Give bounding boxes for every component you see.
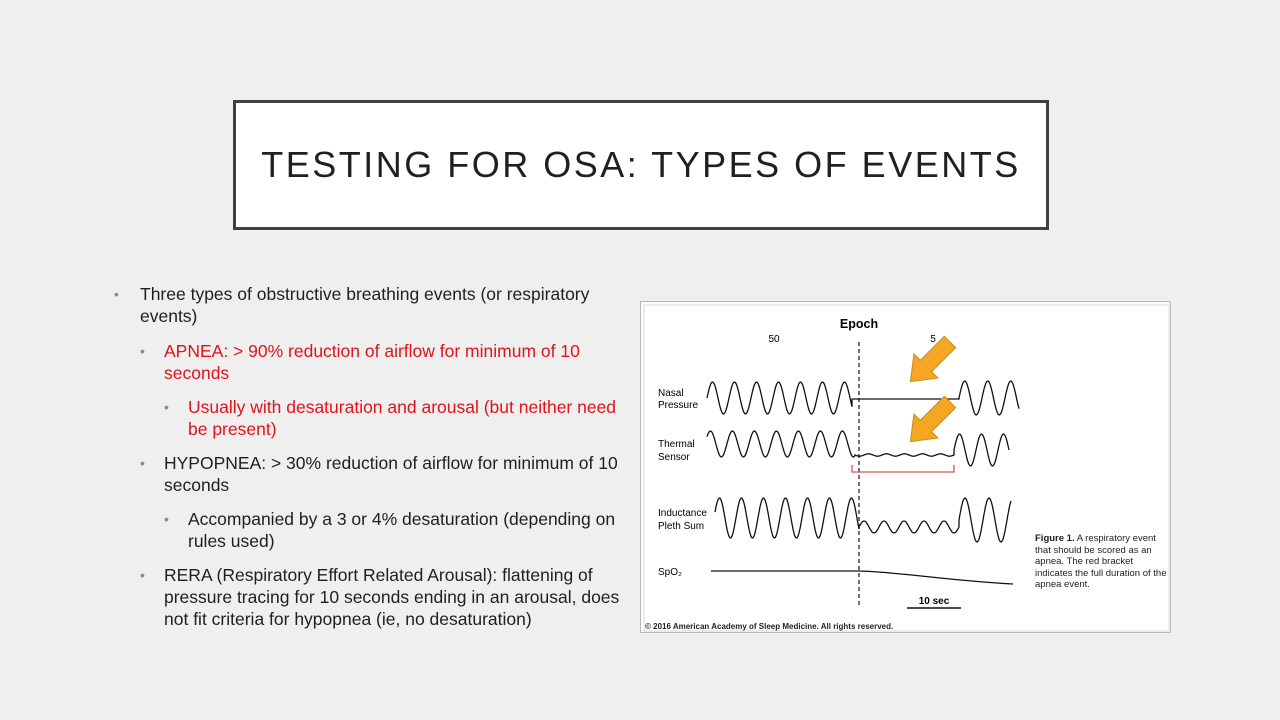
bullet-dot-icon: •	[140, 343, 145, 359]
label-induct-2: Pleth Sum	[658, 521, 705, 532]
nasal-pressure-waveform	[707, 381, 1019, 415]
label-thermal-2: Sensor	[658, 452, 690, 463]
epoch-number-partial: 5	[930, 334, 936, 345]
caption-label: Figure 1.	[1035, 533, 1075, 544]
label-nasal-2: Pressure	[658, 400, 699, 411]
bullet-dot-icon: •	[164, 399, 169, 415]
label-thermal-1: Thermal	[658, 439, 695, 450]
bullet-hypopnea: • HYPOPNEA: > 30% reduction of airflow for minimum of 10 seconds	[140, 453, 618, 495]
thermal-sensor-waveform	[707, 431, 1009, 466]
title-box	[233, 100, 1049, 230]
bullet-hypopnea-sub: • Accompanied by a 3 or 4% desaturation (depending on rules used)	[164, 509, 616, 551]
bullet-apnea-sub: • Usually with desaturation and arousal (but neither need be present)	[164, 397, 617, 439]
slide-title: TESTING FOR OSA: TYPES OF EVENTS	[261, 144, 1021, 185]
figure-caption	[1035, 533, 1171, 591]
bullet-dot-icon: •	[114, 286, 119, 302]
scale-label: 10 sec	[918, 596, 950, 607]
bullet-rera: • RERA (Respiratory Effort Related Arousal): flattening of pressure tracing for 10 seconds ending in an arousal, does not fit criteria for hypopnea (ie, no desaturation)	[140, 565, 620, 629]
label-induct-1: Inductance	[658, 508, 707, 519]
bullet-list	[112, 283, 622, 630]
label-nasal-1: Nasal	[658, 388, 684, 399]
epoch-label: Epoch	[839, 317, 879, 331]
spo2-waveform	[711, 571, 1013, 584]
inductance-waveform	[715, 498, 1011, 542]
epoch-number: 50	[768, 334, 780, 345]
bullet-apnea: • APNEA: > 90% reduction of airflow for minimum of 10 seconds	[140, 341, 580, 383]
apnea-bracket	[852, 465, 954, 472]
label-spo2: SpO₂	[658, 567, 682, 578]
figure-panel	[640, 301, 1171, 633]
bullet-event-types: • Three types of obstructive breathing events (or respiratory events)	[114, 284, 590, 326]
copyright-text: © 2016 American Academy of Sleep Medicine. All rights reserved.	[645, 622, 894, 631]
bullet-dot-icon: •	[140, 455, 145, 471]
bullet-dot-icon: •	[140, 567, 145, 583]
caption-text: A respiratory event that should be scored as an apnea. The red bracket indicates the full duration of the apnea event.	[1035, 533, 1167, 590]
bullet-dot-icon: •	[164, 511, 169, 527]
